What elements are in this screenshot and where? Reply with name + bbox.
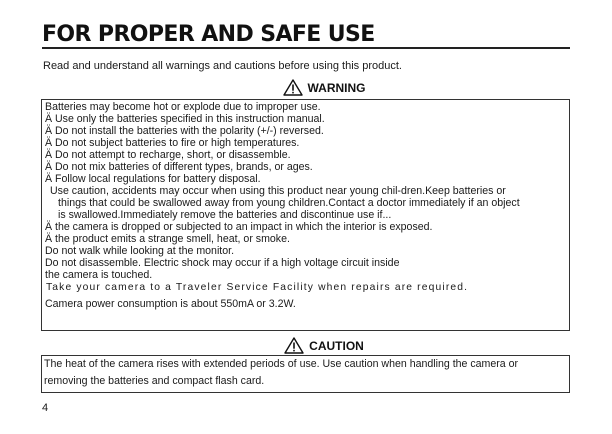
caution-box xyxy=(41,355,570,393)
warning-label: WARNING xyxy=(307,80,366,95)
warning-line: Do not walk while looking at the monitor. xyxy=(45,245,235,257)
warning-line: is swallowed.Immediately remove the batteries and discontinue use if... xyxy=(58,209,392,221)
warning-line: things that could be swallowed away from young children.Contact a doctor immediately if an object xyxy=(58,197,520,209)
warning-triangle-icon xyxy=(283,79,303,96)
warning-line: Ä Do not install the batteries with the polarity (+/-) reversed. xyxy=(45,125,324,137)
warning-line: Ä Do not subject batteries to fire or high temperatures. xyxy=(45,137,300,149)
warning-triangle-icon xyxy=(284,337,304,354)
page-number: 4 xyxy=(42,402,49,414)
warning-line: Ä Use only the batteries specified in this instruction manual. xyxy=(45,113,325,125)
warning-box xyxy=(41,99,570,331)
warning-line: Ä Follow local regulations for battery disposal. xyxy=(45,173,261,185)
warning-line: Camera power consumption is about 550mA or 3.2W. xyxy=(45,298,296,310)
warning-line: Take your camera to a Traveler Service Facility when repairs are required. xyxy=(46,282,469,293)
page-title: FOR PROPER AND SAFE USE xyxy=(42,22,375,47)
warning-line: Do not disassemble. Electric shock may occur if a high voltage circuit inside xyxy=(45,257,400,269)
warning-line: Ä the product emits a strange smell, heat, or smoke. xyxy=(45,233,290,245)
caution-line: The heat of the camera rises with extended periods of use. Use caution when handling the camera or xyxy=(44,358,519,370)
warning-line: Ä Do not attempt to recharge, short, or disassemble. xyxy=(45,149,291,161)
title-divider xyxy=(42,47,570,49)
intro-text: Read and understand all warnings and cautions before using this product. xyxy=(43,60,402,72)
warning-line: Use caution, accidents may occur when using this product near young chil-dren.Keep batteries or xyxy=(50,185,506,197)
caution-line: removing the batteries and compact flash card. xyxy=(44,375,265,387)
warning-line: Batteries may become hot or explode due to improper use. xyxy=(45,101,321,113)
caution-heading xyxy=(18,337,612,354)
caution-label: CAUTION xyxy=(309,338,364,353)
warning-heading xyxy=(18,79,612,96)
warning-line: the camera is touched. xyxy=(45,269,153,281)
warning-line: Ä Do not mix batteries of different types, brands, or ages. xyxy=(45,161,313,173)
warning-line: Ä the camera is dropped or subjected to an impact in which the interior is exposed. xyxy=(45,221,433,233)
